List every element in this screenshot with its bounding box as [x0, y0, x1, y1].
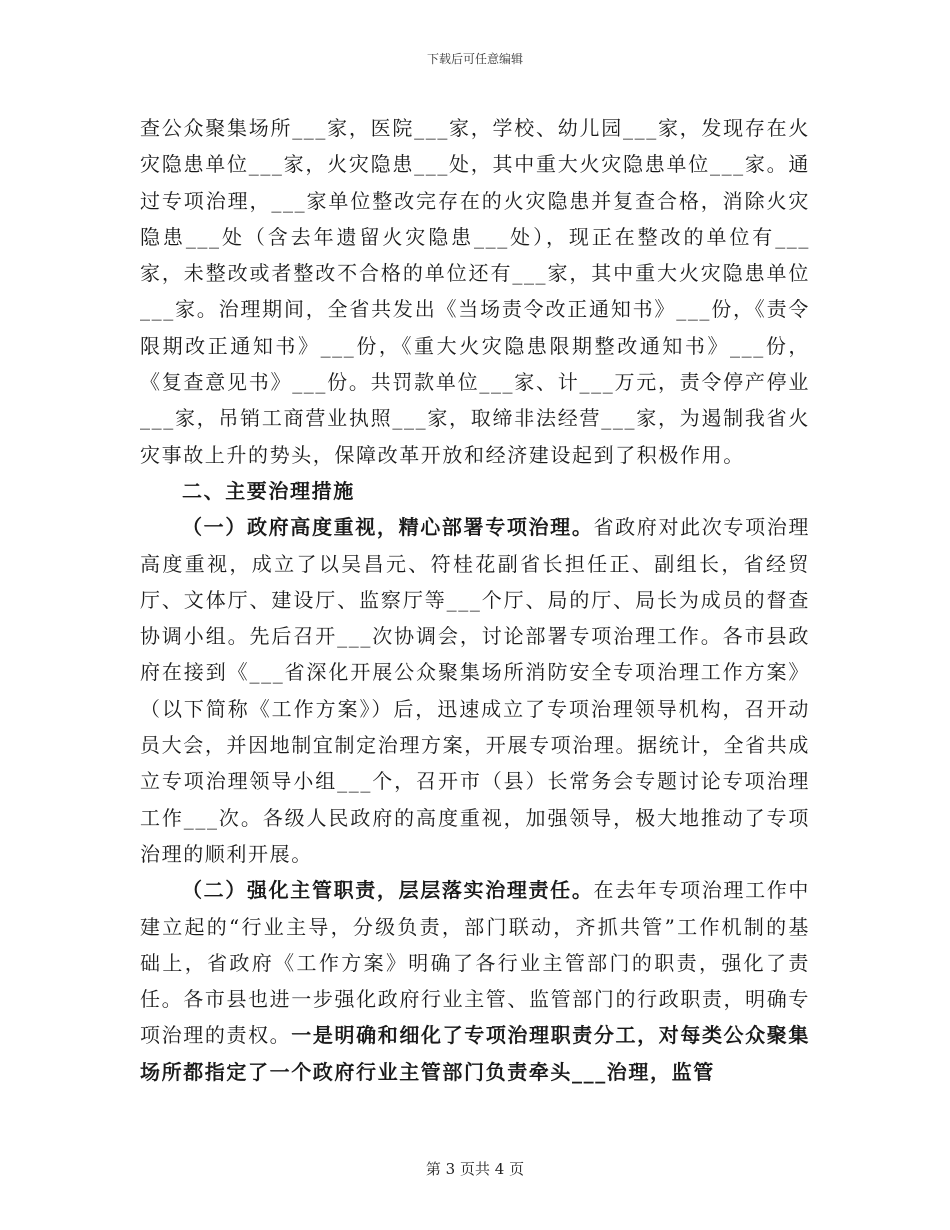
paragraph-emphasis-bold: 一是明确和细化了专项治理职责分工，对每类公众聚集场所都指定了一个政府行业主管部门负责牵头___治理，监管: [140, 1023, 810, 1084]
document-body: [140, 110, 810, 1090]
paragraph-lead-bold: （一）政府高度重视，精心部署专项治理。: [182, 515, 594, 540]
paragraph-statistics: 查公众聚集场所___家，医院___家，学校、幼儿园___家，发现存在火灾隐患单位___家，火灾隐患___处，其中重大火灾隐患单位___家。通过专项治理，___家单位整改完存在的火灾隐患并复查合格，消除火灾隐患___处（含去年遗留火灾隐患___处），现正在整改的单位有___家，未整改或者整改不合格的单位还有___家，其中重大火灾隐患单位___家。治理期间，全省共发出《当场责令改正通知书》___份，《责令限期改正通知书》___份，《重大火灾隐患限期整改通知书》___份，《复查意见书》___份。共罚款单位___家、计___万元，责令停产停业___家，吊销工商营业执照___家，取缔非法经营___家，为遏制我省火灾事故上升的势头，保障改革开放和经济建设起到了积极作用。: [140, 116, 810, 467]
page-header: 下载后可任意编辑: [426, 52, 523, 66]
page-footer: 第 3 页共 4 页: [425, 1160, 525, 1178]
paragraph-lead-bold: （二）强化主管职责，层层落实治理责任。: [182, 878, 594, 903]
paragraph-body-text: 在去年专项治理工作中建立起的“行业主导，分级负责，部门联动，齐抓共管”工作机制的基础上，省政府《工作方案》明确了各行业主管部门的职责，强化了责任。各市县也进一步强化政府行业主管、监管部门的行政职责，明确专项治理的责权。: [140, 878, 810, 1048]
section-heading: 二、主要治理措施: [182, 478, 355, 503]
paragraph-government-attention: [140, 509, 810, 872]
paragraph-responsibility: [140, 872, 810, 1090]
paragraph-body-text: 省政府对此次专项治理高度重视，成立了以吴昌元、符桂花副省长担任正、副组长，省经贸厅、文体厅、建设厅、监察厅等___个厅、局的厅、局长为成员的督查协调小组。先后召开___次协调会，讨论部署专项治理工作。各市县政府在接到《___省深化开展公众聚集场所消防安全专项治理工作方案》（以下简称《工作方案》）后，迅速成立了专项治理领导机构，召开动员大会，并因地制宜制定治理方案，开展专项治理。据统计，全省共成立专项治理领导小组___个，召开市（县）长常务会专题讨论专项治理工作___次。各级人民政府的高度重视，加强领导，极大地推动了专项治理的顺利开展。: [140, 515, 810, 866]
